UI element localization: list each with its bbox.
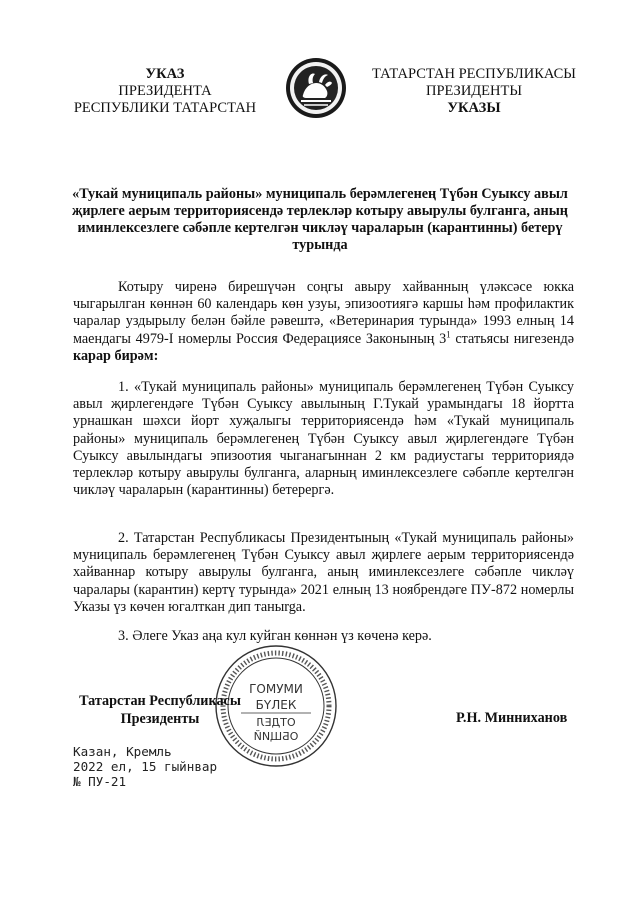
signature-title-line-1: Татарстан Республикасы (79, 693, 241, 709)
header-left-line-3: РЕСПУБЛИКИ ТАТАРСТАН (73, 100, 257, 116)
paragraph-3: 3. Әлеге Указ аңа кул куйган көннән үз көченә керә. (118, 628, 432, 644)
stamp-line-3: ОТДЕЛ (256, 716, 296, 729)
header-right-line-1: ТАТАРСТАН РЕСПУБЛИКАСЫ (372, 66, 576, 82)
signatory-name: Р.Н. Минниханов (456, 710, 568, 726)
paragraph-2: 2. Татарстан Республикасы Президентының «Тукай муниципаль районы» муниципаль берәмлегенең Түбән Суыксу авыл җирлеге аерым территориясендә хайваннар котыру авырулы булганга, аның иминлексезлеге сәбәпле чикләү чаралары (карантин) кертү турында» 2021 елның 13 ноябрендәге ПУ-872 номерлы Указы үз көчен югалткан дип таныrga. (73, 530, 574, 615)
paragraph-1: 1. «Тукай муниципаль районы» муниципаль берәмлегенең Түбән Суыксу авыл җирлегендәге Түбән Суыксу авылының Г.Тукай урамындагы 18 йортта урнашкан шәхси йорт хуҗалыгы территориясендә һәм «Тукай муниципаль районы» муниципаль берәмлегенең Түбән Суыксу авыл җирлегендәге Түбән Суыксу авылындагы эпизоотия чыганагыннан 2 км радиустагы территориядә терлекләр котыру авырулы булганга, аларның иминлексезлеге сәбәпле кертелгән чикләү чараларын (карантинны) бетерергә. (73, 379, 574, 499)
preamble-decision: карар бирәм: (73, 347, 159, 364)
decree-title: «Тукай муниципаль районы» муниципаль берәмлегенең Түбән Суыксу авыл җирлеге аерым территориясендә терлекләр котыру авырулы булганга, аның иминлексезлеге сәбәпле кертелгән чикләү чараларын (карантинны) бетерү турында (72, 186, 568, 253)
header-right-line-3: УКАЗЫ (447, 100, 501, 116)
preamble-paragraph (73, 279, 574, 365)
stamp-line-4: ОБЩИЙ (253, 730, 299, 743)
header-left (60, 66, 270, 117)
signature-title (70, 693, 250, 728)
header-left-line-1: УКАЗ (145, 66, 185, 82)
preamble-text: Котыру чиренә бирешүчән соңгы авыру хайванның үләксәсе юкка чыгарылган көннән 60 календарь көн узуы, эпизоотиягә каршы һәм профилактик чаралар уздырылу белән бәйле рәвештә, «Ветеринария турында» 1993 елның 14 маендагы 4979-I номерлы Россия Федерациясе Законының 3 (73, 279, 574, 347)
header-right (356, 66, 592, 117)
header-left-line-2: ПРЕЗИДЕНТА (118, 83, 212, 99)
header-right-line-2: ПРЕЗИДЕНТЫ (425, 83, 523, 99)
stamp-line-2: БҮЛЕК (255, 698, 297, 712)
preamble-tail: статьясы нигезендә (450, 330, 574, 347)
signature-title-line-2: Президенты (120, 710, 200, 727)
preamble-superscript: 1 (446, 328, 451, 339)
decree-place: Казан, Кремль (73, 744, 172, 759)
tatarstan-coat-of-arms-icon (285, 57, 347, 119)
decree-number: № ПУ-21 (73, 774, 127, 789)
decree-meta (73, 744, 217, 789)
decree-date: 2022 ел, 15 гыйнвар (73, 759, 218, 774)
stamp-line-1: ГОМУМИ (249, 682, 303, 696)
